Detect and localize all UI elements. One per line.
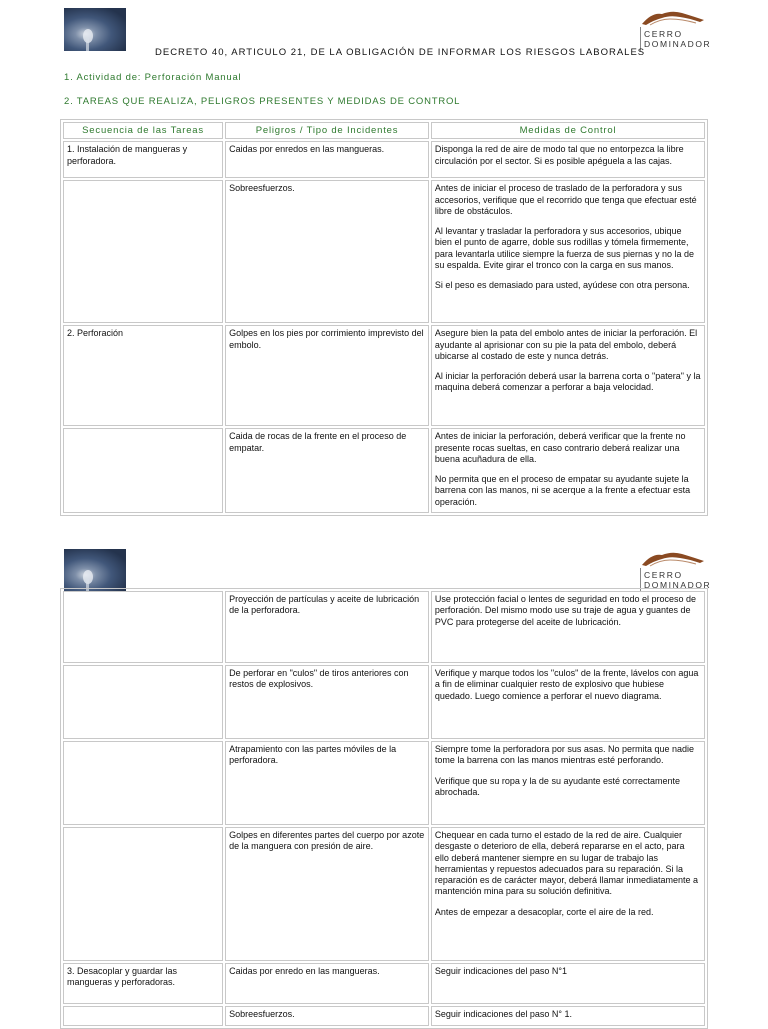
control-measures-cell [431,428,705,513]
control-measure-text: Verifique que su ropa y la de su ayudante esté correctamente abrochada. [434,775,681,797]
logo-name-line2: DOMINADOR [644,580,712,590]
risk-table-page2 [60,588,708,1029]
hazard-cell: Caidas por enredos en las mangueras. [225,141,429,178]
table-row [63,591,705,663]
header-control-measures: Medidas de Control [431,122,705,139]
table-row [63,180,705,323]
task-cell [63,180,223,323]
hazard-cell: Caida de rocas de la frente en el proceso de empatar. [225,428,429,513]
control-measure-text: Chequear en cada turno el estado de la red de aire. Cualquier desgaste o deterioro de ella, deberá repararse en el acto, para ello deberá mantener siempre en su lugar de trabajo las herramientas y repuestos adecuados para su reparación. Si la reparación es de carácter mayor, deberá llamar inmediatamente a mantención mina para su solución definitiva. [434,830,698,897]
table-row [63,963,705,1004]
control-measure-text: Seguir indicaciones del paso N°1 [434,966,568,976]
hazard-cell: Golpes en los pies por corrimiento imprevisto del embolo. [225,325,429,426]
task-cell [63,1006,223,1026]
mine-photo-icon [64,8,126,51]
control-measures-cell [431,591,705,663]
control-measure-text: No permita que en el proceso de empatar su ayudante sujete la barrena con las manos, ni se acerque a la frente a efectuar esta operación. [434,474,691,507]
hazard-cell: Sobreesfuerzos. [225,1006,429,1026]
control-measure-text: Seguir indicaciones del paso N° 1. [434,1009,573,1019]
table-row [63,428,705,513]
risk-table-page1 [60,119,708,516]
hazard-cell: Caidas por enredo en las mangueras. [225,963,429,1004]
logo-name-line1: CERRO [644,29,683,39]
logo-name-line1: CERRO [644,570,683,580]
table-header-row [63,122,705,139]
hazard-cell: Golpes en diferentes partes del cuerpo por azote de la manguera con presión de aire. [225,827,429,961]
section-heading: 2. TAREAS QUE REALIZA, PELIGROS PRESENTES Y MEDIDAS DE CONTROL [64,96,461,107]
task-cell [63,428,223,513]
control-measure-text: Asegure bien la pata del embolo antes de iniciar la perforación. El ayudante al aprisionar con su pie la pata del embolo, deberá ubicarse al costado de este y nunca detrás. [434,328,698,361]
table-row [63,741,705,825]
task-cell: 3. Desacoplar y guardar las mangueras y perforadoras. [63,963,223,1004]
control-measures-cell [431,141,705,178]
header-photo [64,8,126,51]
control-measures-cell [431,741,705,825]
control-measure-text: Antes de iniciar el proceso de traslado de la perforadora y sus accesorios, verifique que el recorrido que tenga que efectuar esté libre de obstáculos. [434,183,697,216]
document-title: DECRETO 40, ARTICULO 21, DE LA OBLIGACIÓN DE INFORMAR LOS RIESGOS LABORALES [155,47,646,58]
task-cell [63,741,223,825]
table-row [63,665,705,739]
control-measure-text: Al levantar y trasladar la perforadora y sus accesorios, ubique bien el punto de agarre, doble sus rodillas y tómela firmemente, para levantarla utilice siempre la fuerza de sus piernas y no la de su espalda. Evite girar el tronco con la carga en sus manos. [434,226,695,271]
mine-photo-icon [64,549,126,592]
activity-heading: 1. Actividad de: Perforación Manual [64,72,242,83]
logo-name-line2: DOMINADOR [644,39,712,49]
company-logo-page2 [638,549,712,591]
task-cell [63,665,223,739]
control-measures-cell [431,963,705,1004]
control-measures-cell [431,1006,705,1026]
header-task-sequence: Secuencia de las Tareas [63,122,223,139]
table-row [63,325,705,426]
hazard-cell: Sobreesfuerzos. [225,180,429,323]
company-logo [638,8,712,50]
control-measure-text: Antes de empezar a desacoplar, corte el aire de la red. [434,906,654,917]
control-measures-cell [431,665,705,739]
mountain-logo-icon [640,8,706,28]
hazard-cell: De perforar en "culos" de tiros anteriores con restos de explosivos. [225,665,429,739]
control-measure-text: Siempre tome la perforadora por sus asas. No permita que nadie tome la barrena con las manos mientras esté perforando. [434,744,694,766]
control-measure-text: Use protección facial o lentes de seguridad en todo el proceso de perforación. Del mismo modo use su traje de agua y guantes de PVC para protegerse del aceite de lubricación. [434,594,697,627]
control-measure-text: Si el peso es demasiado para usted, ayúdese con otra persona. [434,280,690,291]
control-measures-cell [431,325,705,426]
table-row [63,1006,705,1026]
task-cell [63,591,223,663]
task-cell: 2. Perforación [63,325,223,426]
table-row [63,141,705,178]
mountain-logo-icon [640,549,706,569]
control-measures-cell [431,827,705,961]
control-measure-text: Antes de iniciar la perforación, deberá verificar que la frente no presente rocas sueltas, en caso contrario deberá realizar una buena acuñadura de ella. [434,431,686,464]
table-row [63,827,705,961]
task-cell: 1. Instalación de mangueras y perforadora. [63,141,223,178]
control-measure-text: Al iniciar la perforación deberá usar la barrena corta o "patera" y la maquina deberá comenzar a perforar a baja velocidad. [434,371,701,393]
control-measure-text: Verifique y marque todos los "culos" de la frente, lávelos con agua a fin de eliminar cualquier resto de explosivo que hubiese quedado. Luego comience a perforar el nuevo diagrama. [434,668,699,701]
header-hazards: Peligros / Tipo de Incidentes [225,122,429,139]
hazard-cell: Proyección de partículas y aceite de lubricación de la perforadora. [225,591,429,663]
hazard-cell: Atrapamiento con las partes móviles de la perforadora. [225,741,429,825]
task-cell [63,827,223,961]
header-photo-page2 [64,549,126,592]
control-measures-cell [431,180,705,323]
control-measure-text: Disponga la red de aire de modo tal que no entorpezca la libre circulación por el sector. Si es posible apéguela a las cajas. [434,144,684,166]
